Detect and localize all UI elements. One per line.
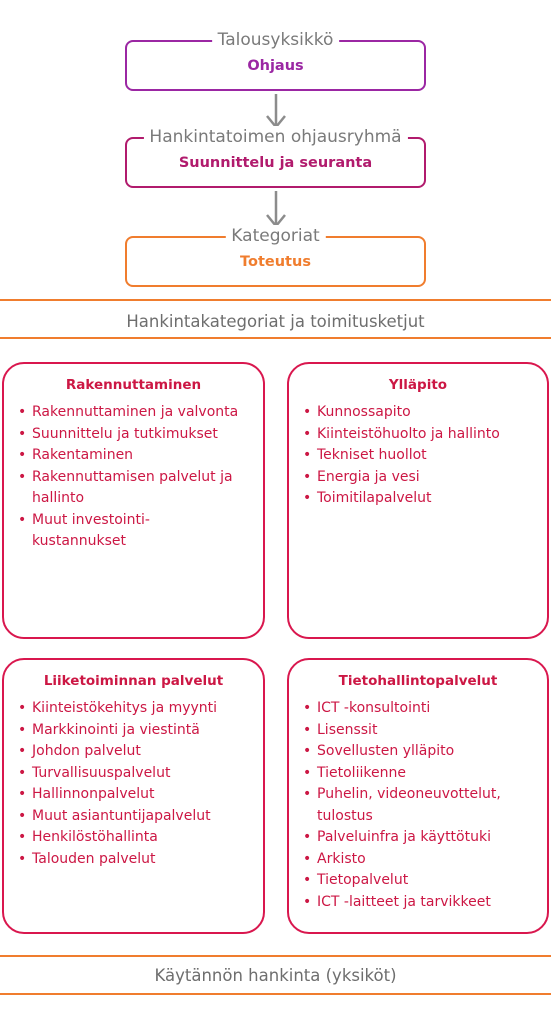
category-list xyxy=(303,402,533,510)
band-heading-practical: Käytännön hankinta (yksiköt) xyxy=(154,966,397,985)
category-title: Rakennuttaminen xyxy=(65,377,202,393)
flow-box-talousyksikko xyxy=(125,30,426,91)
list-item: • Muut asiantuntijapalvelut xyxy=(18,806,249,828)
list-item: • Sovellusten ylläpito xyxy=(303,741,533,763)
flow-title: Talousyksikkö xyxy=(212,29,340,51)
category-list xyxy=(18,698,249,870)
list-item: • Suunnittelu ja tutkimukset xyxy=(18,424,249,446)
category-list xyxy=(303,698,533,913)
list-item: • Kiinteistöhuolto ja hallinto xyxy=(303,424,533,446)
list-item: • Tietoliikenne xyxy=(303,763,533,785)
list-item: • Markkinointi ja viestintä xyxy=(18,720,249,742)
list-item: • Hallinnonpalvelut xyxy=(18,784,249,806)
category-box-liiketoiminnan-palvelut xyxy=(2,658,265,934)
divider xyxy=(0,337,551,339)
list-item: • Lisenssit xyxy=(303,720,533,742)
category-title: Tietohallintopalvelut xyxy=(338,673,498,689)
list-item: • Muut investointi-kustannukset xyxy=(18,510,249,553)
list-item: • Talouden palvelut xyxy=(18,849,249,871)
category-list xyxy=(18,402,249,553)
category-title: Liiketoiminnan palvelut xyxy=(43,673,224,689)
list-item: • Arkisto xyxy=(303,849,533,871)
list-item: • Energia ja vesi xyxy=(303,467,533,489)
list-item: • Kunnossapito xyxy=(303,402,533,424)
category-box-tietohallintopalvelut xyxy=(287,658,549,934)
list-item: • Rakentaminen xyxy=(18,445,249,467)
list-item: • ICT -laitteet ja tarvikkeet xyxy=(303,892,533,914)
flow-title: Hankintatoimen ohjausryhmä xyxy=(143,126,407,148)
divider xyxy=(0,993,551,995)
category-box-rakennuttaminen xyxy=(2,362,265,639)
list-item: • ICT -konsultointi xyxy=(303,698,533,720)
flow-title: Kategoriat xyxy=(225,225,325,247)
divider xyxy=(0,955,551,957)
list-item: • Toimitilapalvelut xyxy=(303,488,533,510)
list-item: • Palveluinfra ja käyttötuki xyxy=(303,827,533,849)
flow-subtitle: Toteutus xyxy=(240,254,311,270)
category-title: Ylläpito xyxy=(388,377,448,393)
list-item: • Johdon palvelut xyxy=(18,741,249,763)
flow-subtitle: Ohjaus xyxy=(247,58,304,74)
list-item: • Tekniset huollot xyxy=(303,445,533,467)
list-item: • Tietopalvelut xyxy=(303,870,533,892)
list-item: • Rakennuttamisen palvelut ja hallinto xyxy=(18,467,249,510)
list-item: • Henkilöstöhallinta xyxy=(18,827,249,849)
band-heading-categories: Hankintakategoriat ja toimitusketjut xyxy=(126,312,425,331)
flow-subtitle: Suunnittelu ja seuranta xyxy=(178,155,373,171)
list-item: • Puhelin, videoneuvottelut, tulostus xyxy=(303,784,533,827)
flow-box-ohjausryhma xyxy=(125,127,426,188)
divider xyxy=(0,299,551,301)
list-item: • Kiinteistökehitys ja myynti xyxy=(18,698,249,720)
list-item: • Rakennuttaminen ja valvonta xyxy=(18,402,249,424)
flow-box-kategoriat xyxy=(125,226,426,287)
list-item: • Turvallisuuspalvelut xyxy=(18,763,249,785)
category-box-yllapito xyxy=(287,362,549,639)
